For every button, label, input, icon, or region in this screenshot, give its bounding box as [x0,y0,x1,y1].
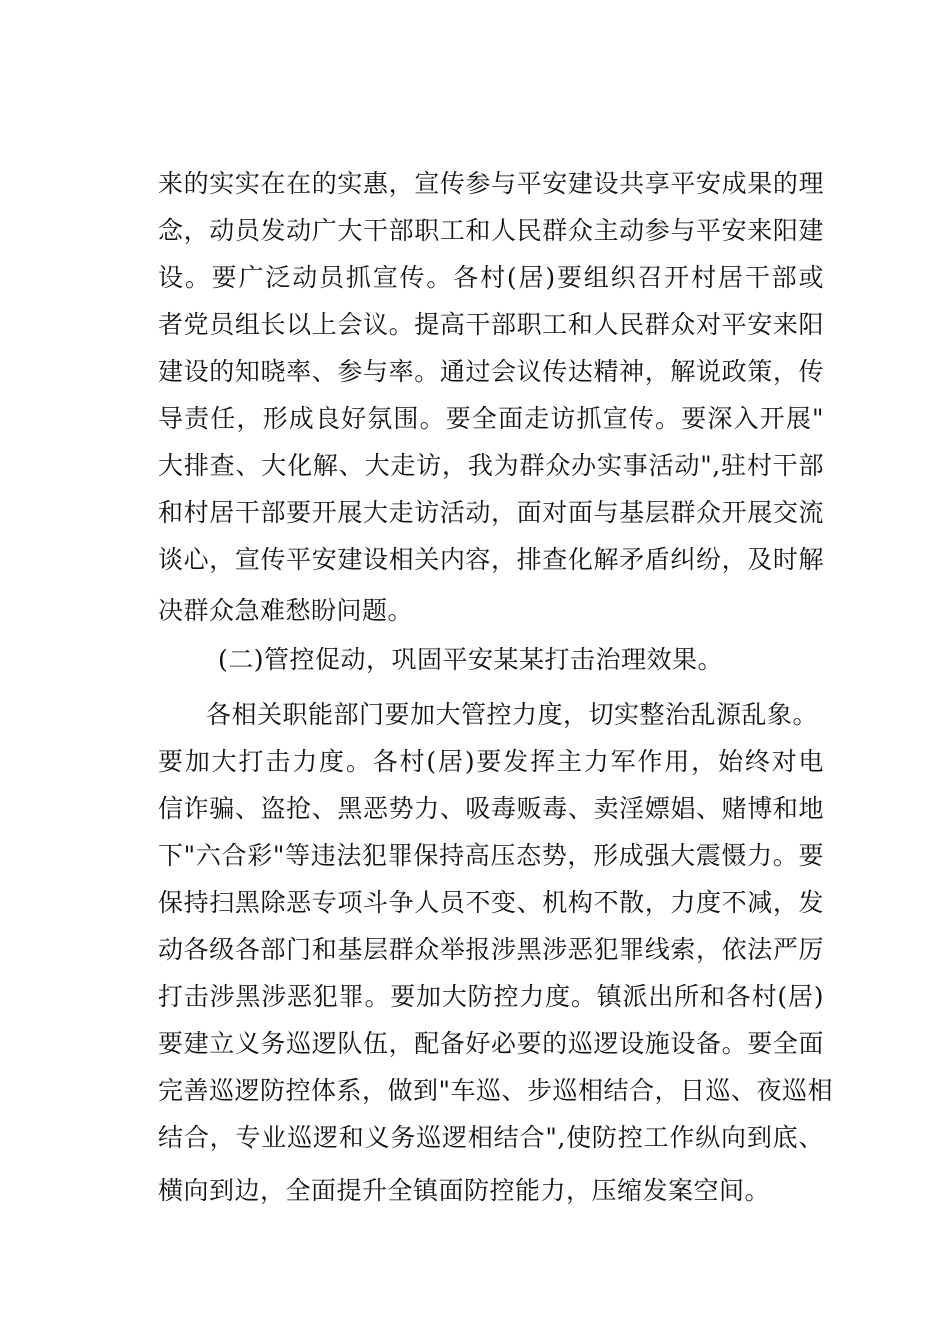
text-line: 大排查、大化解、大走访，我为群众办实事活动",驻村干部 [158,451,824,480]
text-line: 和村居干部要开展大走访活动，面对面与基层群众开展交流 [158,498,824,527]
text-line: 来的实实在在的实惠，宣传参与平安建设共享平安成果的理 [158,169,824,198]
document-body [158,160,834,1214]
text-line: 念，动员发动广大干部职工和人民群众主动参与平安来阳建 [158,216,824,245]
text-line: 保持扫黑除恶专项斗争人员不变、机构不散，力度不减，发 [158,888,824,917]
text-line: 者党员组长以上会议。提高干部职工和人民群众对平安来阳 [158,310,824,339]
section-heading: (二)管控促动，巩固平安某某打击治理效果。 [218,645,724,674]
text-line: 设。要广泛动员抓宣传。各村(居)要组织召开村居干部或 [158,263,824,292]
text-line: 结合，专业巡逻和义务巡逻相结合",使防控工作纵向到底、 [158,1123,824,1152]
text-line: 要加大打击力度。各村(居)要发挥主力军作用，始终对电 [158,747,824,776]
text-line: 各相关职能部门要加大管控力度，切实整治乱源乱象。 [206,700,819,729]
text-line: 横向到边，全面提升全镇面防控能力，压缩发案空间。 [158,1176,771,1205]
paragraph-2 [158,691,834,1214]
text-line: 导责任，形成良好氛围。要全面走访抓宣传。要深入开展" [158,404,824,433]
text-line: 建设的知晓率、参与率。通过会议传达精神，解说政策，传 [158,357,824,386]
text-line: 动各级各部门和基层群众举报涉黑涉恶犯罪线索，依法严厉 [158,935,824,964]
text-line: 谈心，宣传平安建设相关内容，排查化解矛盾纠纷，及时解 [158,545,824,574]
paragraph-1 [158,160,824,634]
text-line: 决群众急难愁盼问题。 [158,596,414,625]
text-line: 下"六合彩"等违法犯罪保持高压态势，形成强大震慑力。要 [158,841,824,870]
text-line: 打击涉黑涉恶犯罪。要加大防控力度。镇派出所和各村(居) [158,982,824,1011]
text-line: 完善巡逻防控体系，做到"车巡、步巡相结合，日巡、夜巡相 [158,1076,834,1105]
text-line: 信诈骗、盗抢、黑恶势力、吸毒贩毒、卖淫嫖娼、赌博和地 [158,794,824,823]
text-line: 要建立义务巡逻队伍，配备好必要的巡逻设施设备。要全面 [158,1029,824,1058]
